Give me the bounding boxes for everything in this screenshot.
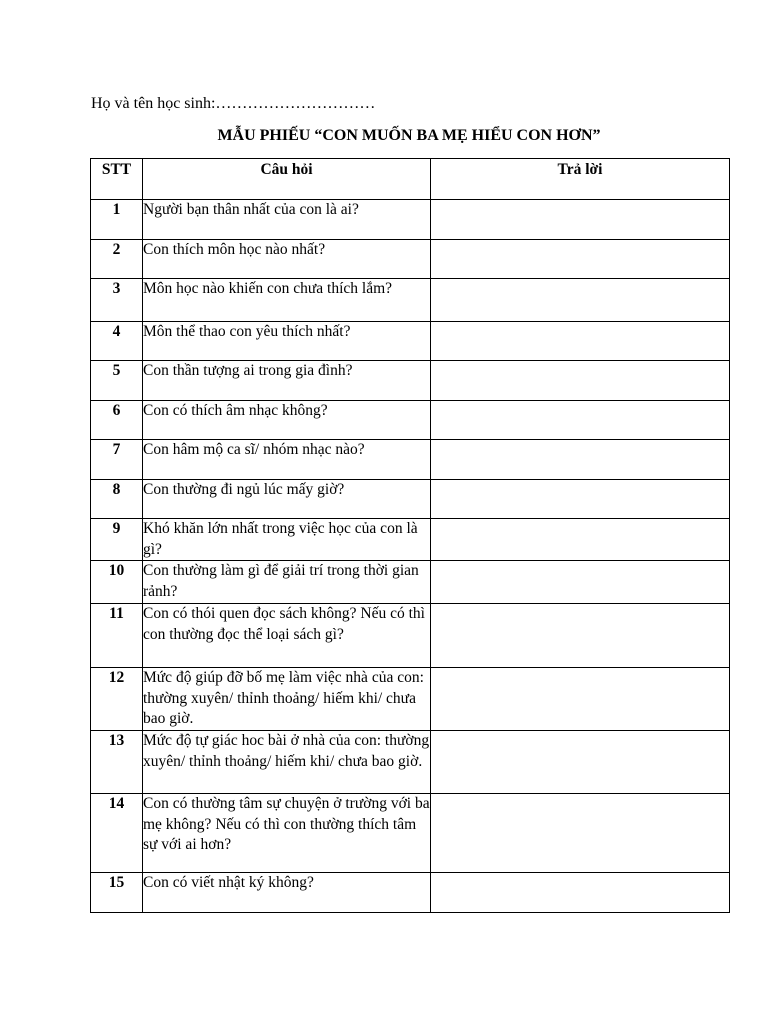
row-number: 8 [91, 480, 143, 519]
column-header-stt: STT [91, 159, 143, 200]
answer-cell[interactable] [431, 240, 730, 279]
row-number: 10 [91, 561, 143, 604]
question-cell: Mức độ giúp đỡ bố mẹ làm việc nhà của con: thường xuyên/ thỉnh thoảng/ hiếm khi/ chưa bao giờ. [143, 668, 431, 731]
answer-cell[interactable] [431, 361, 730, 401]
row-number: 7 [91, 440, 143, 480]
answer-cell[interactable] [431, 401, 730, 440]
answer-cell[interactable] [431, 561, 730, 604]
row-number: 1 [91, 200, 143, 240]
table-row [91, 440, 730, 480]
answer-cell[interactable] [431, 668, 730, 731]
answer-cell[interactable] [431, 873, 730, 913]
answer-cell[interactable] [431, 322, 730, 361]
table-row [91, 561, 730, 604]
question-cell: Con có thích âm nhạc không? [143, 401, 431, 440]
table-row [91, 873, 730, 913]
answer-cell[interactable] [431, 279, 730, 322]
row-number: 12 [91, 668, 143, 731]
table-row [91, 668, 730, 731]
column-header-question: Câu hỏi [143, 159, 431, 200]
question-cell: Con hâm mộ ca sĩ/ nhóm nhạc nào? [143, 440, 431, 480]
table-row [91, 731, 730, 794]
question-cell: Mức độ tự giác hoc bài ở nhà của con: thường xuyên/ thỉnh thoảng/ hiếm khi/ chưa bao giờ. [143, 731, 431, 794]
table-row [91, 480, 730, 519]
row-number: 11 [91, 604, 143, 668]
table-row [91, 794, 730, 873]
answer-cell[interactable] [431, 731, 730, 794]
row-number: 2 [91, 240, 143, 279]
question-cell: Con có thói quen đọc sách không? Nếu có thì con thường đọc thể loại sách gì? [143, 604, 431, 668]
question-cell: Môn thể thao con yêu thích nhất? [143, 322, 431, 361]
question-cell: Con có viết nhật ký không? [143, 873, 431, 913]
answer-cell[interactable] [431, 794, 730, 873]
row-number: 14 [91, 794, 143, 873]
table-row [91, 322, 730, 361]
answer-cell[interactable] [431, 604, 730, 668]
table-row [91, 401, 730, 440]
table-row [91, 519, 730, 561]
question-cell: Con thường đi ngủ lúc mấy giờ? [143, 480, 431, 519]
table-row [91, 240, 730, 279]
answer-cell[interactable] [431, 519, 730, 561]
answer-cell[interactable] [431, 440, 730, 480]
question-cell: Con thích môn học nào nhất? [143, 240, 431, 279]
row-number: 5 [91, 361, 143, 401]
question-cell: Môn học nào khiến con chưa thích lắm? [143, 279, 431, 322]
table-header-row [91, 159, 730, 200]
row-number: 6 [91, 401, 143, 440]
column-header-answer: Trả lời [431, 159, 730, 200]
row-number: 3 [91, 279, 143, 322]
row-number: 15 [91, 873, 143, 913]
answer-cell[interactable] [431, 480, 730, 519]
question-cell: Con có thường tâm sự chuyện ở trường với ba mẹ không? Nếu có thì con thường thích tâm sự với ai hơn? [143, 794, 431, 873]
question-cell: Con thường làm gì để giải trí trong thời gian rảnh? [143, 561, 431, 604]
document-title: MẪU PHIẾU “CON MUỐN BA MẸ HIỂU CON HƠN” [217, 127, 601, 144]
row-number: 4 [91, 322, 143, 361]
row-number: 13 [91, 731, 143, 794]
question-cell: Khó khăn lớn nhất trong việc học của con là gì? [143, 519, 431, 561]
questionnaire-table [90, 158, 730, 913]
answer-cell[interactable] [431, 200, 730, 240]
question-cell: Người bạn thân nhất của con là ai? [143, 200, 431, 240]
table-row [91, 200, 730, 240]
question-cell: Con thần tượng ai trong gia đình? [143, 361, 431, 401]
row-number: 9 [91, 519, 143, 561]
table-row [91, 604, 730, 668]
table-row [91, 279, 730, 322]
student-name-line[interactable]: Họ và tên học sinh:………………………… [91, 95, 376, 112]
table-row [91, 361, 730, 401]
